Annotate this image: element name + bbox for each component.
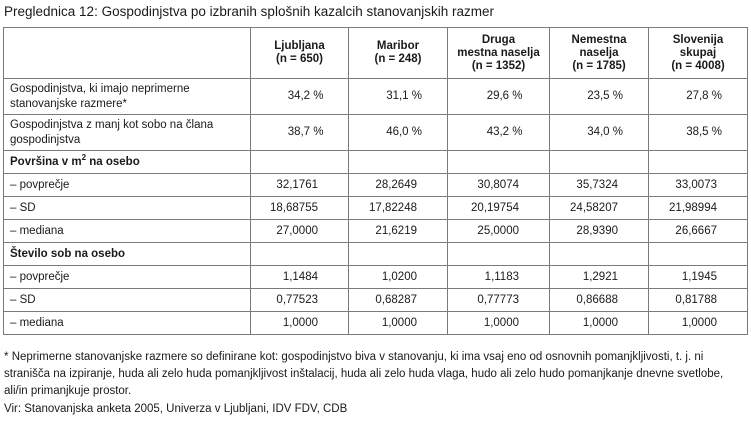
value-cell: 27,0000 (251, 220, 349, 243)
header-line: skupaj (679, 46, 717, 59)
value-cell: 1,0200 (349, 266, 448, 289)
value-cell: 33,0073 (649, 174, 748, 197)
row-label: – mediana (4, 312, 251, 335)
header-line: Ljubljana (274, 40, 325, 52)
value-cell: 0,77523 (251, 289, 349, 312)
section-label (4, 243, 251, 266)
value-cell (448, 115, 550, 151)
header-line: (n = 1352) (471, 59, 526, 72)
value-cell: 1,0000 (349, 312, 448, 335)
value-cell: 20,19754 (448, 197, 550, 220)
row-label (4, 79, 251, 115)
value-cell: 17,82248 (349, 197, 448, 220)
value-cell: 21,98994 (649, 197, 748, 220)
empty-cell (251, 243, 349, 266)
value-cell (349, 115, 448, 151)
value-cell: 1,0000 (649, 312, 748, 335)
table-body (4, 79, 748, 335)
empty-cell (349, 243, 448, 266)
empty-cell (251, 151, 349, 174)
value-cell: 1,0000 (448, 312, 550, 335)
value-text: 27,8 % (686, 90, 722, 102)
value-cell (649, 115, 748, 151)
value-cell: 1,1183 (448, 266, 550, 289)
row-label (4, 115, 251, 151)
table-row (4, 312, 748, 335)
header-line: Slovenija (672, 33, 724, 46)
row-label-line: Gospodinjstva z manj kot sobo na člana (10, 118, 214, 131)
section-row (4, 243, 748, 266)
value-cell: 25,0000 (448, 220, 550, 243)
value-cell: 28,2649 (349, 174, 448, 197)
value-text: 38,7 % (287, 126, 324, 138)
value-text: 31,1 % (386, 90, 422, 102)
value-text: 23,5 % (587, 90, 623, 102)
value-cell: 32,1761 (251, 174, 349, 197)
value-text: 38,5 % (686, 126, 722, 138)
empty-cell (550, 243, 649, 266)
value-cell: 0,81788 (649, 289, 748, 312)
value-cell: 26,6667 (649, 220, 748, 243)
header-line: (n = 4008) (671, 59, 725, 72)
table-row (4, 197, 748, 220)
row-label: – mediana (4, 220, 251, 243)
value-cell: 1,0000 (550, 312, 649, 335)
row-label: – SD (4, 197, 251, 220)
header-cell (649, 28, 748, 79)
value-cell: 30,8074 (448, 174, 550, 197)
value-cell: 1,2921 (550, 266, 649, 289)
table-row (4, 266, 748, 289)
table-row (4, 220, 748, 243)
header-line: Maribor (376, 40, 420, 52)
header-cell (550, 28, 649, 79)
table-row (4, 289, 748, 312)
section-row (4, 151, 748, 174)
row-label-line: gospodinjstva (10, 133, 81, 146)
footnote-marker: * (4, 351, 9, 363)
empty-cell (448, 151, 550, 174)
header-line: (n = 650) (276, 53, 323, 65)
header-cell-empty (4, 28, 251, 79)
header-line: Nemestna (571, 33, 627, 46)
value-cell (649, 79, 748, 115)
caption-prefix: Preglednica 12: (4, 4, 98, 19)
value-cell: 1,1484 (251, 266, 349, 289)
empty-cell (349, 151, 448, 174)
section-label-suffix: na osebo (86, 156, 140, 168)
value-cell (349, 79, 448, 115)
table-row (4, 174, 748, 197)
value-cell: 28,9390 (550, 220, 649, 243)
value-cell: 1,0000 (251, 312, 349, 335)
row-label: – SD (4, 289, 251, 312)
header-row (4, 28, 748, 79)
value-text: 29,6 % (486, 90, 523, 102)
header-line: (n = 248) (374, 53, 422, 65)
value-cell: 24,58207 (550, 197, 649, 220)
table-header (4, 28, 748, 79)
footnote (4, 349, 746, 400)
row-label: – povprečje (4, 266, 251, 289)
value-text: 43,2 % (486, 126, 523, 138)
section-label-text: Število sob na osebo (10, 248, 126, 260)
value-text: 34,0 % (587, 126, 623, 138)
value-cell: 18,68755 (251, 197, 349, 220)
value-cell (251, 115, 349, 151)
value-cell: 0,68287 (349, 289, 448, 312)
value-cell: 21,6219 (349, 220, 448, 243)
row-label-line: Gospodinjstva, ki imajo neprimerne (10, 82, 190, 95)
value-cell: 35,7324 (550, 174, 649, 197)
empty-cell (649, 243, 748, 266)
footnote-text: Neprimerne stanovanjske razmere so definirane kot: gospodinjstvo biva v stanovanju, ki ima vsaj eno od osnovnih pomanjkljivosti, t. j. ni stranišča na izpiranje, huda ali zelo huda pomanjkljivost inštalacij, huda ali zelo huda vlaga, hudo ali zelo hudo pomanjkanje dnevne svetlobe, ali/in primanjkuje prostor. (4, 351, 724, 397)
empty-cell (448, 243, 550, 266)
section-label-text: Površina v m (10, 156, 82, 168)
value-cell (251, 79, 349, 115)
superscript: 2 (81, 153, 87, 162)
header-line: mestna naselja (457, 46, 540, 59)
value-cell (448, 79, 550, 115)
value-cell (550, 115, 649, 151)
empty-cell (649, 151, 748, 174)
value-cell: 0,86688 (550, 289, 649, 312)
value-cell: 0,77773 (448, 289, 550, 312)
header-cell (349, 28, 448, 79)
caption-text: Gospodinjstva po izbranih splošnih kazalcih stanovanjskih razmer (101, 4, 495, 19)
header-cell (251, 28, 349, 79)
value-text: 46,0 % (386, 126, 422, 138)
row-label: – povprečje (4, 174, 251, 197)
header-cell (448, 28, 550, 79)
value-cell (550, 79, 649, 115)
table-row (4, 79, 748, 115)
header-line: naselja (579, 46, 619, 59)
table-caption (4, 4, 494, 19)
row-label-line: stanovanjske razmere* (10, 97, 127, 110)
table-row (4, 115, 748, 151)
value-text: 34,2 % (287, 90, 324, 102)
source-note: Vir: Stanovanjska anketa 2005, Univerza v Ljubljani, IDV FDV, CDB (4, 403, 348, 415)
section-label (4, 151, 251, 174)
data-table (3, 27, 748, 335)
header-line: Druga (481, 33, 516, 46)
value-cell: 1,1945 (649, 266, 748, 289)
empty-cell (550, 151, 649, 174)
header-line: (n = 1785) (572, 59, 626, 72)
